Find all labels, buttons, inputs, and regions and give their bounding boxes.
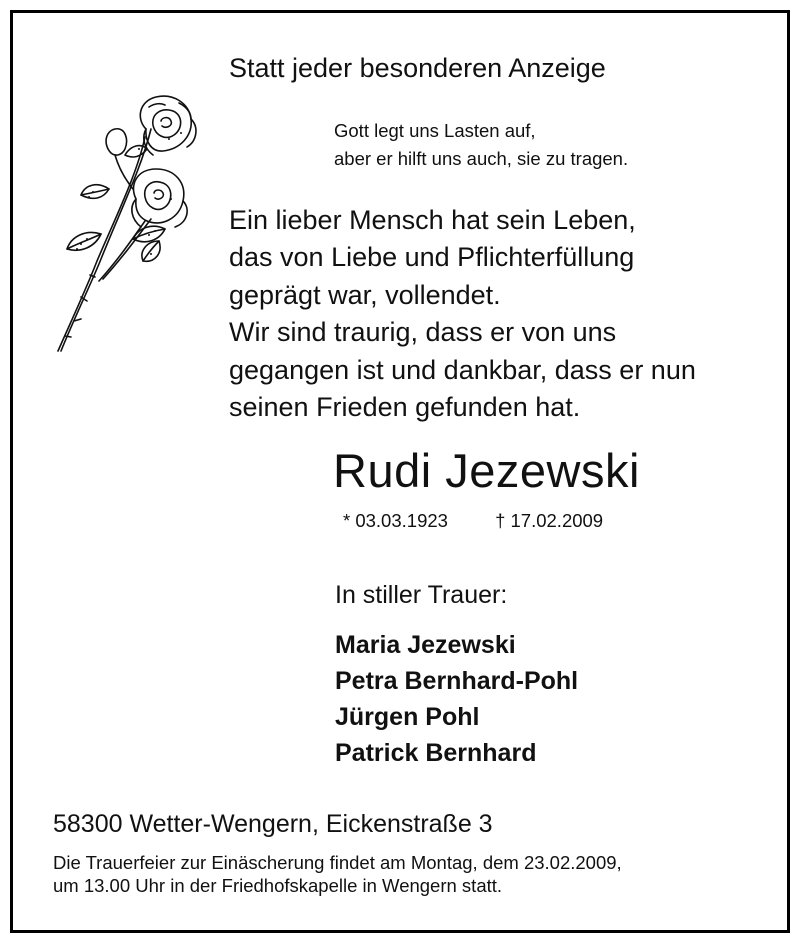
memorial-text-line: gegangen ist und dankbar, dass er nun <box>229 354 696 385</box>
rose-icon <box>41 89 219 359</box>
memorial-text-line: Wir sind traurig, dass er von uns <box>229 317 617 348</box>
address: 58300 Wetter-Wengern, Eickenstraße 3 <box>53 810 493 838</box>
family-member: Jürgen Pohl <box>335 703 480 731</box>
motto-line: aber er hilft uns auch, sie zu tragen. <box>334 148 629 169</box>
family-member: Maria Jezewski <box>335 631 516 659</box>
memorial-text <box>229 202 696 426</box>
funeral-notice-line: Die Trauerfeier zur Einäscherung findet am Montag, dem 23.02.2009, <box>53 852 622 873</box>
motto-line: Gott legt uns Lasten auf, <box>334 120 536 141</box>
memorial-text-line: Ein lieber Mensch hat sein Leben, <box>229 205 636 235</box>
deceased-name: Rudi Jezewski <box>333 444 640 497</box>
family-member: Patrick Bernhard <box>335 739 537 767</box>
obituary-notice <box>10 10 790 933</box>
notice-header: Statt jeder besonderen Anzeige <box>229 53 606 83</box>
memorial-text-line: geprägt war, vollendet. <box>229 279 501 310</box>
mourning-label: In stiller Trauer: <box>335 581 508 609</box>
family-member: Petra Bernhard-Pohl <box>335 667 579 695</box>
funeral-notice <box>53 851 622 897</box>
memorial-text-line: seinen Frieden gefunden hat. <box>229 392 581 423</box>
death-date: † 17.02.2009 <box>495 510 604 531</box>
memorial-text-line: das von Liebe und Pflichterfüllung <box>229 242 635 273</box>
life-dates <box>343 510 603 532</box>
birth-date: * 03.03.1923 <box>343 510 448 531</box>
funeral-notice-line: um 13.00 Uhr in der Friedhofskapelle in Wengern statt. <box>53 875 503 896</box>
family-list <box>335 627 578 771</box>
motto-quote <box>334 117 628 173</box>
